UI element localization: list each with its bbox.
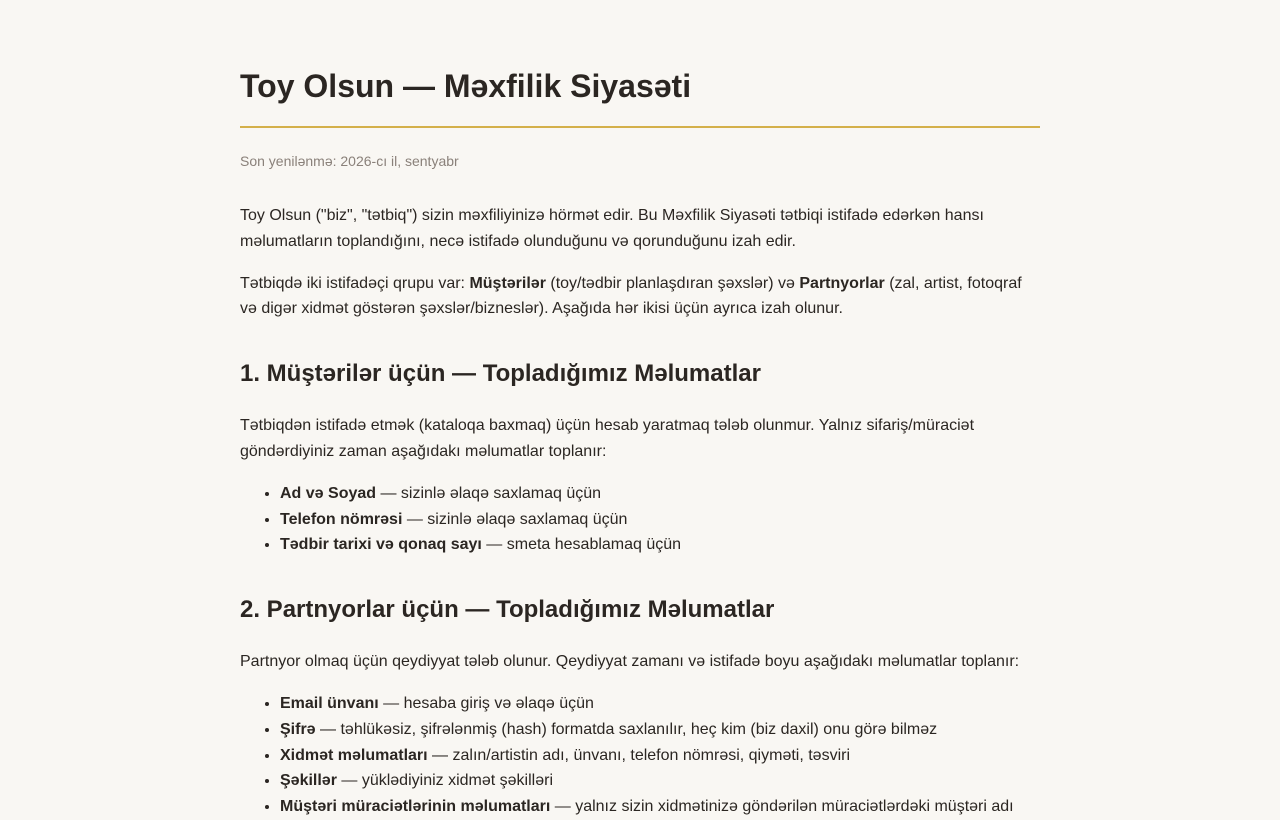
section-heading-partners: 2. Partnyorlar üçün — Topladığımız Məlumatlar	[240, 596, 775, 624]
intro-paragraph: Toy Olsun ("biz", "tətbiq") sizin məxfiliyinizə hörmət edir. Bu Məxfilik Siyasəti tətbiqi istifadə edərkən hansı məlumatların toplandığını, necə istifadə olunduğunu və qorunduğunu izah edir.	[240, 207, 984, 250]
list-item: • Şəkillər — yüklədiyiniz xidmət şəkilləri	[280, 768, 1040, 794]
list-item: • Müştəri müraciətlərinin məlumatları — yalnız sizin xidmətinizə göndərilən müraciətlərdəki müştəri adı	[280, 794, 1040, 820]
customers-term: Müştərilər	[469, 274, 546, 292]
list-item: • Email ünvanı — hesaba giriş və əlaqə üçün	[280, 691, 1040, 717]
page-title: Toy Olsun — Məxfilik Siyasəti	[240, 66, 1040, 128]
customer-data-list	[240, 481, 1040, 558]
list-item: • Xidmət məlumatları — zalın/artistin adı, ünvanı, telefon nömrəsi, qiyməti, təsviri	[280, 743, 1040, 769]
list-item: • Şifrə — təhlükəsiz, şifrələnmiş (hash) formatda saxlanılır, heç kim (biz daxil) onu görə bilməz	[280, 717, 1040, 743]
policy-page	[240, 0, 1040, 820]
user-groups-paragraph: Tətbiqdə iki istifadəçi qrupu var: Müştərilər (toy/tədbir planlaşdıran şəxslər) və Partnyorlar (zal, artist, fotoqraf və digər xidmət göstərən şəxslər/bizneslər). Aşağıda hər ikisi üçün ayrıca izah olunur.	[240, 274, 1022, 318]
partner-data-list	[240, 691, 1040, 820]
partners-term: Partnyorlar	[799, 274, 885, 292]
section-text-partners: Partnyor olmaq üçün qeydiyyat tələb olunur. Qeydiyyat zamanı və istifadə boyu aşağıdakı məlumatlar toplanır:	[240, 653, 1020, 671]
last-updated: Son yenilənmə: 2026-cı il, sentyabr	[240, 153, 459, 169]
list-item: • Telefon nömrəsi — sizinlə əlaqə saxlamaq üçün	[280, 507, 1040, 533]
list-item: • Tədbir tarixi və qonaq sayı — smeta hesablamaq üçün	[280, 532, 1040, 558]
section-text-customers: Tətbiqdən istifadə etmək (kataloqa baxmaq) üçün hesab yaratmaq tələb olunmur. Yalnız sifariş/müraciət göndərdiyiniz zaman aşağıdakı məlumatlar toplanır:	[240, 417, 975, 460]
list-item: • Ad və Soyad — sizinlə əlaqə saxlamaq üçün	[280, 481, 1040, 507]
section-heading-customers: 1. Müştərilər üçün — Topladığımız Məlumatlar	[240, 360, 761, 388]
